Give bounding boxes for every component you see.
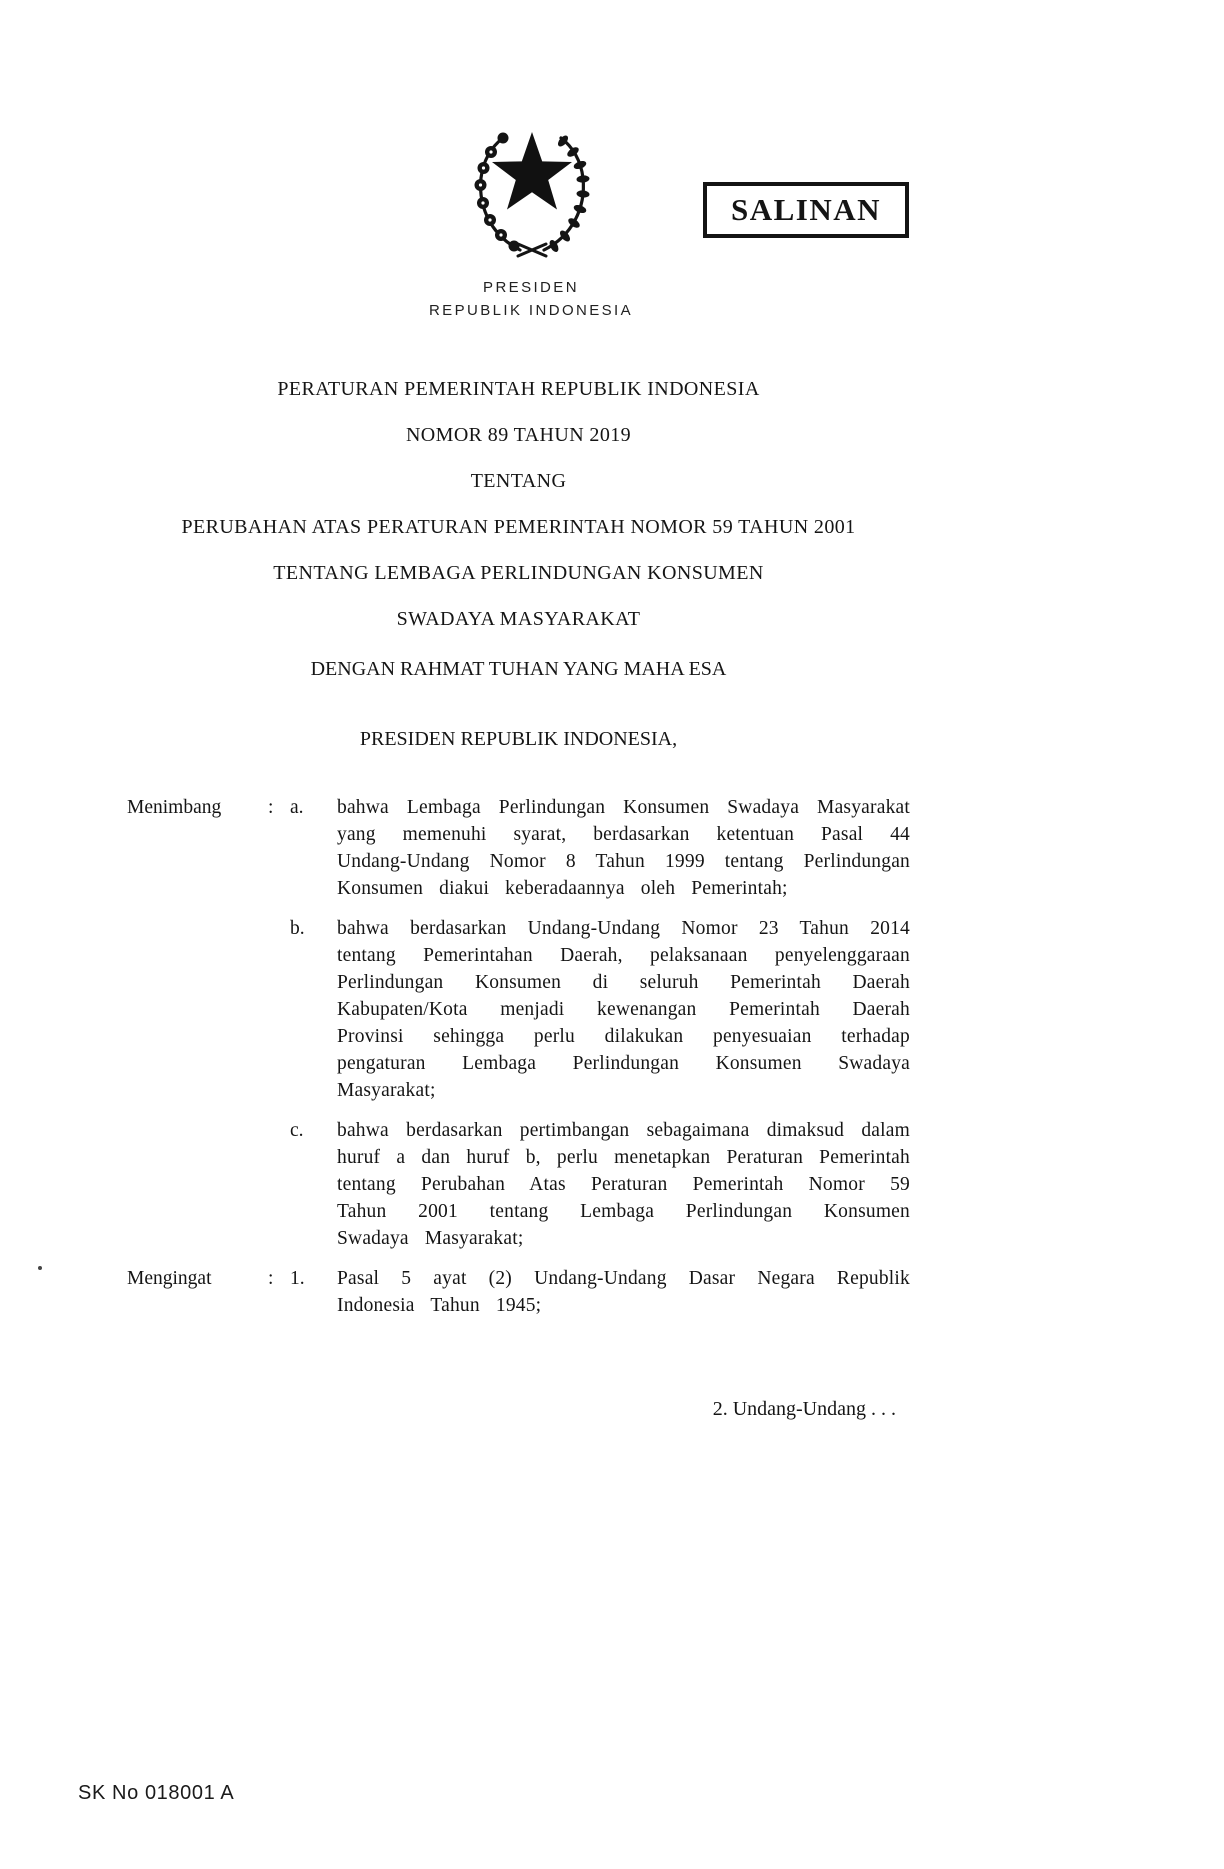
regulation-title-line-1: PERATURAN PEMERINTAH REPUBLIK INDONESIA — [277, 378, 760, 400]
margin-mark — [38, 1266, 42, 1270]
document-body — [127, 366, 910, 1332]
control-number: SK No 018001 A — [78, 1782, 235, 1804]
item-text: bahwa berdasarkan Undang-Undang Nomor 23 Tahun 2014 tentang Pemerintahan Daerah, pelaksanaan penyelenggaraan Perlindungan Konsumen di seluruh Pemerintah Daerah Kabupaten/Kota menjadi kewenangan Pemerintah Daerah Provinsi sehingga perlu dilakukan penyesuaian terhadap pengaturan Lembaga Perlindungan Konsumen Swadaya Masyarakat; — [337, 918, 910, 1101]
item-text: bahwa Lembaga Perlindungan Konsumen Swadaya Masyarakat yang memenuhi syarat, berdasarkan ketentuan Pasal 44 Undang-Undang Nomor 8 Tahun 1999 tentang Perlindungan Konsumen diakui keberadaannya oleh Pemerintah; — [337, 797, 910, 899]
recalling-label: Mengingat — [127, 1268, 212, 1289]
recalling-item-1 — [127, 1265, 910, 1319]
recalling-colon: : — [268, 1268, 274, 1289]
considering-item-b — [127, 915, 910, 1104]
salinan-stamp-label: SALINAN — [730, 192, 882, 227]
letterhead — [331, 276, 731, 322]
catchword: 2. Undang-Undang . . . — [712, 1398, 896, 1420]
garuda-star-emblem — [450, 116, 614, 268]
item-text: Pasal 5 ayat (2) Undang-Undang Dasar Negara Republik Indonesia Tahun 1945; — [337, 1268, 910, 1316]
regulation-title-line-6: SWADAYA MASYARAKAT — [396, 608, 641, 630]
item-marker: a. — [290, 797, 304, 818]
considering-label: Menimbang — [127, 797, 222, 818]
regulation-title-line-3: TENTANG — [470, 470, 567, 492]
item-marker: b. — [290, 918, 305, 939]
item-marker: 1. — [290, 1268, 305, 1289]
regulation-title-line-4: PERUBAHAN ATAS PERATURAN PEMERINTAH NOMOR 59 TAHUN 2001 — [181, 516, 856, 538]
considering-item-c — [127, 1117, 910, 1252]
item-text: bahwa berdasarkan pertimbangan sebagaimana dimaksud dalam huruf a dan huruf b, perlu menetapkan Peraturan Pemerintah tentang Perubahan Atas Peraturan Pemerintah Nomor 59 Tahun 2001 tentang Lembaga Perlindungan Konsumen Swadaya Masyarakat; — [337, 1120, 910, 1249]
considering-colon: : — [268, 797, 274, 818]
regulation-title-line-2: NOMOR 89 TAHUN 2019 — [405, 424, 632, 446]
letterhead-line2: REPUBLIK INDONESIA — [428, 302, 634, 319]
invocation-line: DENGAN RAHMAT TUHAN YANG MAHA ESA — [310, 658, 727, 680]
authority-line: PRESIDEN REPUBLIK INDONESIA, — [359, 728, 678, 750]
item-marker: c. — [290, 1120, 304, 1141]
regulation-title-line-5: TENTANG LEMBAGA PERLINDUNGAN KONSUMEN — [273, 562, 764, 584]
salinan-stamp — [703, 182, 909, 238]
letterhead-line1: PRESIDEN — [483, 279, 579, 296]
preamble-clauses — [127, 794, 910, 1319]
presidential-seal — [450, 116, 614, 268]
considering-item-a — [127, 794, 910, 902]
